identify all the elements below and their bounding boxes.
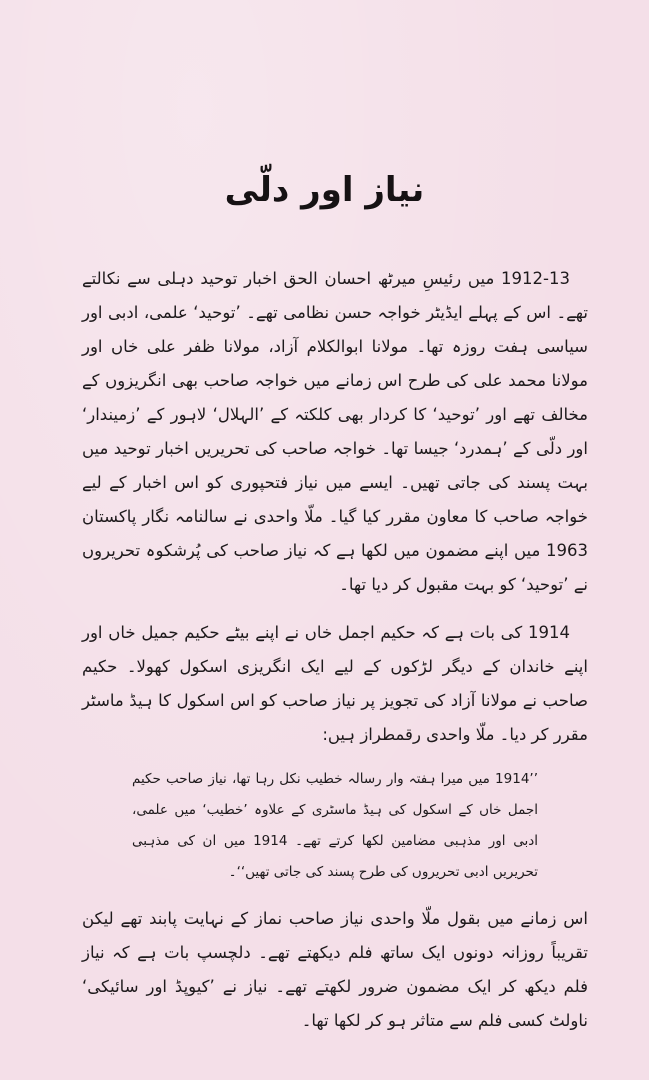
chapter-title: نیاز اور دلّی	[224, 170, 425, 210]
chapter-body	[82, 262, 588, 1052]
paragraph-1: 1912-13 میں رئیسِ میرٹھ احسان الحق اخبار توحید دہلی سے نکالتے تھے۔ اس کے پہلے ایڈیٹر خواجہ حسن نظامی تھے۔ ’توحید‘ علمی، ادبی اور سیاسی ہفت روزہ تھا۔ مولانا ابوالکلام آزاد، مولانا ظفر علی خاں اور مولانا محمد علی کی طرح اس زمانے میں خواجہ صاحب بھی انگریزوں کے مخالف تھے اور ’توحید‘ کا کردار بھی کلکتہ کے ’الہلال‘ لاہور کے ’زمیندار‘ اور دلّی کے ’ہمدرد‘ جیسا تھا۔ خواجہ صاحب کی تحریریں اخبار توحید میں بہت پسند کی جاتی تھیں۔ ایسے میں نیاز فتحپوری کو اس اخبار کے لیے خواجہ صاحب کا معاون مقرر کیا گیا۔ ملّا واحدی نے سالنامہ نگار پاکستان 1963 میں اپنے مضمون میں لکھا ہے کہ نیاز صاحب کی پُرشکوہ تحریروں نے ’توحید‘ کو بہت مقبول کر دیا تھا۔	[82, 269, 588, 594]
block-quote: ’’1914 میں میرا ہفتہ وار رسالہ خطیب نکل رہا تھا، نیاز صاحب حکیم اجمل خاں کے اسکول کی ہیڈ ماسٹری کے علاوہ ’خطیب‘ میں علمی، ادبی اور مذہبی مضامین لکھا کرتے تھے۔ 1914 میں ان کی مذہبی تحریریں ادبی تحریروں کی طرح پسند کی جاتی تھیں‘‘۔	[132, 771, 538, 880]
paragraph-2: 1914 کی بات ہے کہ حکیم اجمل خاں نے اپنے بیٹے حکیم جمیل خاں اور اپنے خاندان کے دیگر لڑکوں کے لیے ایک انگریزی اسکول کھولا۔ حکیم صاحب نے مولانا آزاد کی تجویز پر نیاز صاحب کو اس اسکول کا ہیڈ ماسٹر مقرر کر دیا۔ ملّا واحدی رقمطراز ہیں:	[82, 623, 588, 744]
paragraph-3: اس زمانے میں بقول ملّا واحدی نیاز صاحب نماز کے نہایت پابند تھے لیکن تقریباً روزانہ دونوں ایک ساتھ فلم دیکھتے تھے۔ دلچسپ بات ہے کہ نیاز فلم دیکھ کر ایک مضمون ضرور لکھتے تھے۔ نیاز نے ’کیوپڈ اور سائیکی‘ ناولٹ کسی فلم سے متاثر ہو کر لکھا تھا۔	[82, 909, 588, 1030]
